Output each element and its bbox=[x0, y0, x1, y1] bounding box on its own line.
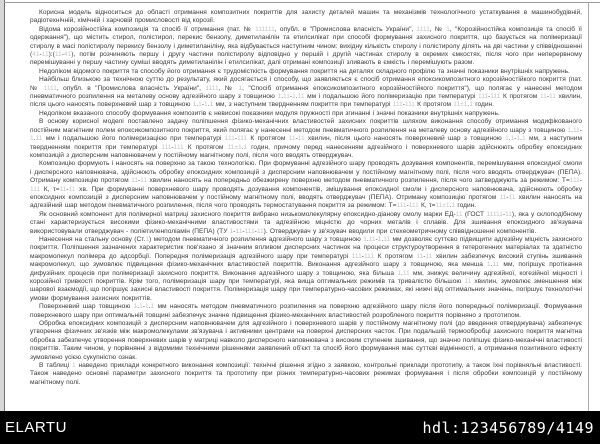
scan-border-left bbox=[4, 0, 5, 411]
paragraph-table-reference: В таблиці 1 наведено приклади конкретного виконання композиції: технічні рішення згідно з заявкою, контрольні приклади прототипу, а також їхні порівняльні властивості. Також наведено основні параметри захисного покриття та прототипу при різних температурно-часових режимах формування і після обробки композицій у постійному магнітному полі. bbox=[30, 362, 582, 386]
paragraph-known-composition: Відома корозійностійка композиція та спосіб її отримання (пат. № 111111, опубл. в "Промислова власність України", 1111, № 1, "Корозійностійка композиція та спосіб її одержання"), що містить стирол, полістирол, перекис бензолу, диметиланілін та етилсилікат при способі формування захисного покриття, що базується на полімеризації стиролу в масі полістиролу перекису бензолу і диметиланіліну, яка відбувається наступним чином: вихідну кількість стиролу і полістиролу ділять на дві частини у співвідношенні (41-11):(11-41), потім розчиняють першу і другу частини полістиролу відповідно у першій і другій частинах стиролу в окремих ємкостях, після чого при неперервному перемішуванні у першу частину суміші вводять диметиланілін і етилсилікат, далі отримані композиції зливають в ємкість і перемішують разом. bbox=[30, 25, 582, 67]
paragraph-surface-layer: Поверхневий шар товщиною 1.1-1.1 мм наносять методом пневматичного розпилення на поверхню адгезійного шару після його попередньої полімеризації. Формування поверхневого шару при оптимальній товщині забезпечує значне підвищення фізико-механічних властивостей розробленого покриття порівняно з прототипом. bbox=[30, 303, 582, 319]
scan-border-right bbox=[588, 2, 589, 411]
paragraph-components: Як основний компонент для полімерної матриці захисного покриття вибрано низькомолекулярну епоксидно-діанову смолу марки ЕД-11 (ГОСТ 11111-11), яка у склоподібному стані характеризується високими фізико-механічними властивостями та адгезійною міцністю до чорних металів і сплавів. Для зшивання епоксидного зв'язувача використовували отверджувач - поліетиленполіамін (ПЕПА) (ТУ 1-11-111-11). Отверджувач у зв'язувач вводили при стехеометричному співвідношенні компонентів. bbox=[30, 210, 582, 235]
handle-identifier: hdl:123456789/4149 bbox=[422, 418, 594, 437]
patent-abstract-text bbox=[30, 9, 582, 387]
paragraph-model-task: В основу корисної моделі поставлено задачу поліпшення фізико-механічних властивостей захисних покриттів шляхом виконання способу отримання модифікованого постійним магнітним полем епоксикомпозитного покриття, який полягає у нанесенні методом пневматичного розпилення на металеву основу адгезійного шару з товщиною 1.11-1.11 мм і подальшою його полімеризацією при температурі 111-111 К протягом 11-11 хвилин, після цього наносять поверхневий шар з товщиною 1.1-1.1 мм, з наступним твердненням покриття при температурі 111-111 К протягом 11±1.1 годин, причому перед нанесенням адгезійного і поверхневого шарів здійснюють обробку епоксидних композицій з дисперсним наповнювачем у постійному магнітному полі, після чого вводять отверджувач. bbox=[30, 118, 582, 159]
paragraph-magnetic-field: Обробка епоксидних композицій з дисперсним наповнювачем для адгезійного і поверхневого шарів у постійному магнітному полі (до введення отверджувача) забезпечує утворення фізичних зв'язків між макромолекулами зв'язувача і активними центрами на поверхні дисперсних часток. При подальшій термообробці захисного покриття магнітна обробка забезпечує утворення поверхневих шарів у матриці навколо дисперсного наповнювача з високим ступенем зшивання, що значно поліпшує фізико-механічні властивості покриттів. Таким чином, у порівнянні з відомими технічними рішеннями заявлений об'єкт та спосіб його формування має суттєві відмінності, а отримання позитивного ефекту зумовлено усією сукупністю ознак. bbox=[30, 320, 583, 361]
paragraph-technology: Композицію формують і наносять на поверхню за такою технологією. При формуванні адгезійного шару проводять дозування компонентів, перемішування епоксидної смоли і дисперсного наповнювача, здійснюють обробку епоксидних композицій з дисперсним наповнювачем у постійному магнітному полі, після чого вводять отверджувач (ПЕПА). Отриману композицію протягом 11-11 хвилин наносять на попередньо обезжирену поверхню методом пневматичного розпилення, після чого затверджують за режимом: Т=111-111 К, τ=11-11 хв. При формуванні поверхневого шару проводять дозування компонентів, змішування епоксидної смоли і дисперсного наповнювача, здійснюють обробку епоксидних композицій з дисперсним наповнювачем у постійному магнітному полі, вводять отверджувач (ПЕПА). Отриману композицію протягом 11-11 хвилин наносять на адгезійний шар методом пневматичного розпилення, після чого проводять термостатування покриття за режимом: Т=111-111 К, τ=11±1.1 годин. bbox=[30, 160, 583, 210]
repository-footer-bar bbox=[0, 411, 600, 444]
paragraph-closest-prior-art: Найбільш близькою за технічною суттю до результату, який досягається і способу, що заявляється є спосіб отримання епоксикомпозитного корозійностійкого покриття (пат. № 1111, опубл. в "Промислова власність України", 1111, № 1, "Спосіб отримання епоксикомпозитного корозійностійкого покриття"), що полягає у нанесені методом пневматичного розпилення на металеву основу адгезійного шару з товщиною 1.11-1.11 мм і подальшою його полімеризацію при температурі 111-111 К протягом 11-11 хвилин, після цього наносять поверхневий шар з товщиною 1.1-1.1 мм, з наступним твердненням покриття при температурі 111-111 К протягом 11±1.1 годин. bbox=[30, 76, 582, 109]
scan-border-top bbox=[4, 2, 600, 3]
paragraph-drawback-1: Недоліком відомого покриття та способу його отримання є трудомісткість формування покриття на деталях складного профілю та значні показники внутрішніх напружень. bbox=[39, 67, 570, 75]
paragraph-drawback-2: Недоліком вказаного способу формування композитів є невисокі показники модуля пружності при згинанні і значні показники внутрішніх напружень. bbox=[39, 109, 500, 117]
elartu-logo: ELARTU bbox=[5, 419, 67, 436]
paragraph-intro: Корисна модель відноситься до області отримання композитних покриттів для захисту деталей машин та механізмів технологічного устаткування в машинобудівній, радіотехнічній, хімічній і харчовій промисловості від корозії. bbox=[30, 9, 582, 25]
paragraph-adhesive-layer: Нанесення на стальну основу (Ст.1) методом пневматичного розпилення адгезійного шару з товщиною 1.11-1.11 мм дозволяє суттєво підвищити адгезійну міцність захисного покриття. Поліпшення зазначених характеристик пов'язано зі значним впливом дисперсних частинок на процеси структуроутворення в гетерогенних матеріалах та здатністю макромолекул полімера до адсорбції. Попередня полімеризація адгезійного шару при температурі 111-111 К протягом 11-11 хвилин забезпечує високий ступінь зшивання макромолекул, що зумовлює підвищення фізико-механічних властивостей покриттів. Виконання адгезійного шару з товщиною, яка менша 1.11 мм, погіршує протікання дифузійних процесів при полімеризації захисного покриття. Виконання адгезійного шару з товщиною, яка більша 1.11 мм, знижує величину адгезійної, когезійної міцності і корозійної тривкості покриттів. Крім того, полімеризація шару при температурі, яка вища оптимальних режимів та тривалістю більшою 11 хвилин, зумовлює зменшення між шарової взаємодії, що погіршує захисні властивості покриття. Полімеризація шару при температурно-часових режимах, які нижчі від оптимальних значень, погіршує технологічні умови формування захисних покриттів. bbox=[30, 235, 582, 302]
